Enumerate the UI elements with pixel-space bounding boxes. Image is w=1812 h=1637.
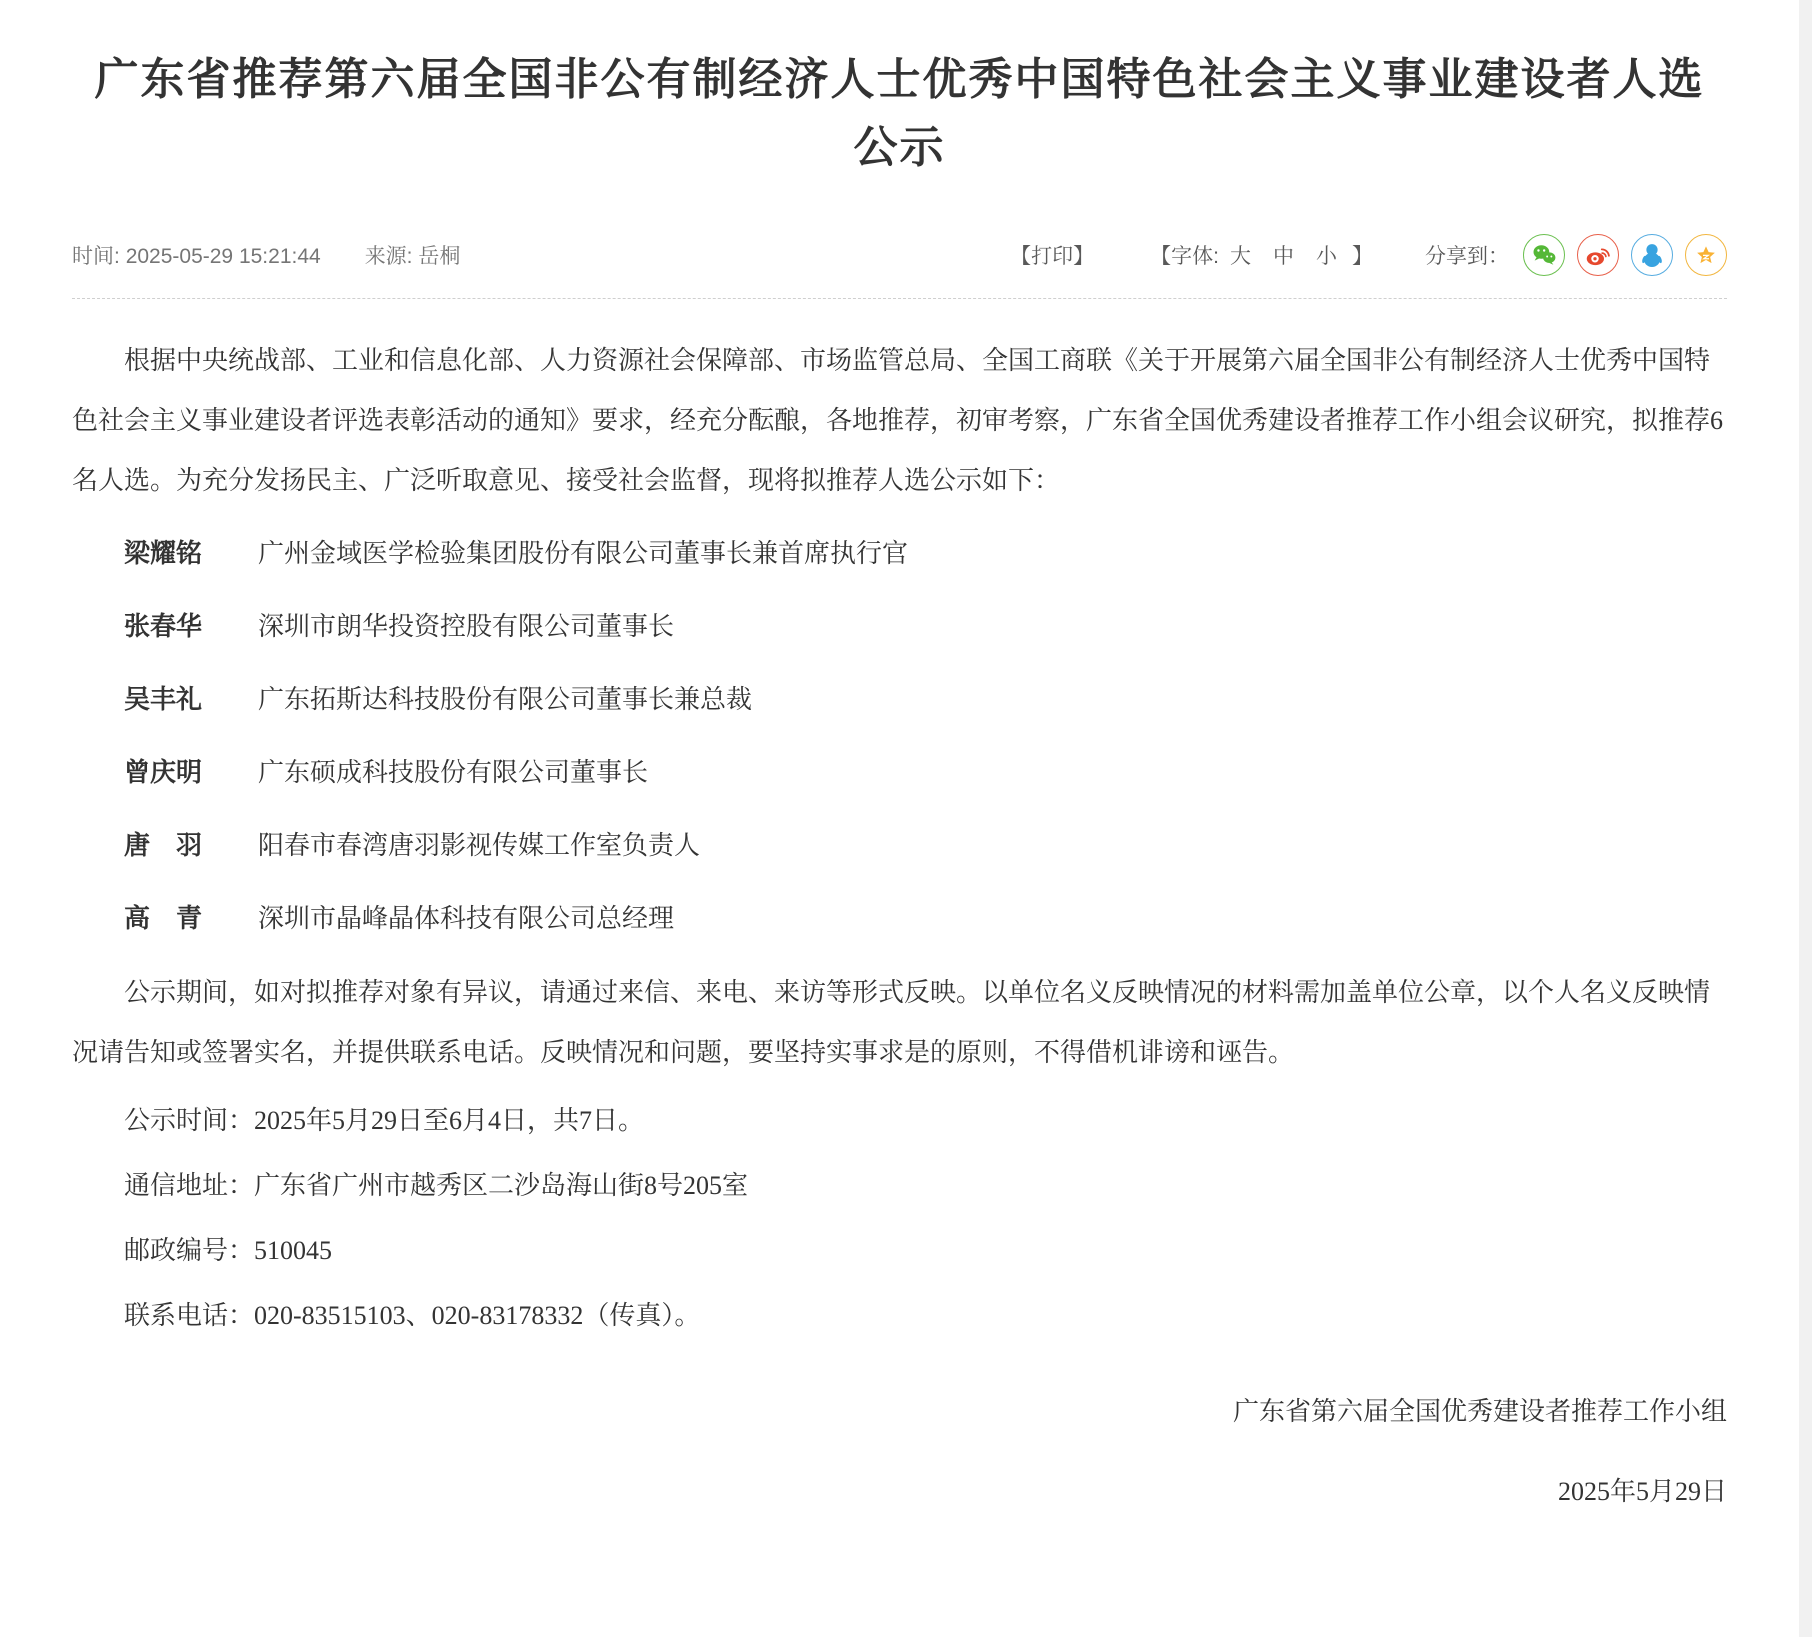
contact-info [72, 1091, 1727, 1346]
print-button[interactable]: 【打印】 [1010, 245, 1095, 268]
meta-left [72, 240, 460, 270]
list-item [72, 889, 1727, 949]
notice-paragraph: 公示期间，如对拟推荐对象有异议，请通过来信、来电、来访等形式反映。以单位名义反映情况的材料需加盖单位公章，以个人名义反映情况请告知或签署实名，并提供联系电话。反映情况和问题，要坚持实事求是的原则，不得借机诽谤和诬告。 [72, 978, 1711, 1067]
qzone-share-icon[interactable] [1685, 234, 1727, 276]
publish-time-value: 2025-05-29 15:21:44 [125, 245, 321, 268]
wechat-share-icon[interactable] [1523, 234, 1565, 276]
candidate-name: 曾庆明 [124, 758, 203, 787]
font-size-widget [1150, 240, 1373, 270]
candidate-name: 张春华 [124, 612, 203, 641]
postal-code-line: 邮政编号：510045 [124, 1236, 333, 1265]
candidate-name: 梁耀铭 [124, 539, 203, 568]
meta-divider [72, 298, 1727, 299]
candidate-role: 阳春市春湾唐羽影视传媒工作室负责人 [258, 831, 701, 860]
candidate-name: 唐 羽 [124, 831, 203, 860]
page-right-gutter [1799, 0, 1812, 1637]
article-body [72, 331, 1727, 1522]
publish-time-label: 时间: [72, 245, 120, 268]
source-label: 来源: [364, 245, 413, 268]
article-page [0, 46, 1799, 1522]
list-item [72, 743, 1727, 803]
page-title: 广东省推荐第六届全国非公有制经济人士优秀中国特色社会主义事业建设者人选公示 [94, 55, 1705, 172]
font-size-large-button[interactable]: 大 [1230, 245, 1251, 268]
phone-line: 联系电话：020-83515103、020-83178332（传真）。 [124, 1301, 701, 1330]
candidate-role: 深圳市晶峰晶体科技有限公司总经理 [258, 904, 675, 933]
list-item [72, 597, 1727, 657]
signature: 广东省第六届全国优秀建设者推荐工作小组 [1232, 1397, 1727, 1426]
mailing-address-line: 通信地址：广东省广州市越秀区二沙岛海山街8号205室 [124, 1171, 749, 1200]
list-item [72, 670, 1727, 730]
source [365, 240, 461, 270]
candidate-role: 广州金域医学检验集团股份有限公司董事长兼首席执行官 [258, 539, 909, 568]
candidate-name: 吴丰礼 [124, 685, 203, 714]
list-item [72, 524, 1727, 584]
candidate-role: 广东硕成科技股份有限公司董事长 [258, 758, 649, 787]
candidate-name: 高 青 [124, 904, 203, 933]
candidate-list [72, 524, 1727, 949]
font-size-medium-button[interactable]: 中 [1273, 245, 1294, 268]
signature-date: 2025年5月29日 [1557, 1477, 1727, 1506]
source-value: 岳桐 [418, 245, 461, 268]
font-size-suffix: 】 [1352, 245, 1373, 268]
font-size-small-button[interactable]: 小 [1316, 245, 1337, 268]
candidate-role: 深圳市朗华投资控股有限公司董事长 [258, 612, 675, 641]
meta-right [1010, 234, 1727, 276]
share-buttons [1523, 234, 1727, 276]
list-item [72, 816, 1727, 876]
publicity-period-line: 公示时间：2025年5月29日至6月4日，共7日。 [124, 1106, 645, 1135]
candidate-role: 广东拓斯达科技股份有限公司董事长兼总裁 [258, 685, 753, 714]
meta-bar [72, 234, 1727, 276]
publish-time [72, 240, 321, 270]
share-label: 分享到： [1425, 245, 1509, 268]
font-size-prefix: 【字体: [1150, 245, 1219, 268]
intro-paragraph: 根据中央统战部、工业和信息化部、人力资源社会保障部、市场监管总局、全国工商联《关于开展第六届全国非公有制经济人士优秀中国特色社会主义事业建设者评选表彰活动的通知》要求，经充分酝酿，各地推荐，初审考察，广东省全国优秀建设者推荐工作小组会议研究，拟推荐6名人选。为充分发扬民主、广泛听取意见、接受社会监督，现将拟推荐人选公示如下： [72, 346, 1724, 495]
qq-share-icon[interactable] [1631, 234, 1673, 276]
weibo-share-icon[interactable] [1577, 234, 1619, 276]
